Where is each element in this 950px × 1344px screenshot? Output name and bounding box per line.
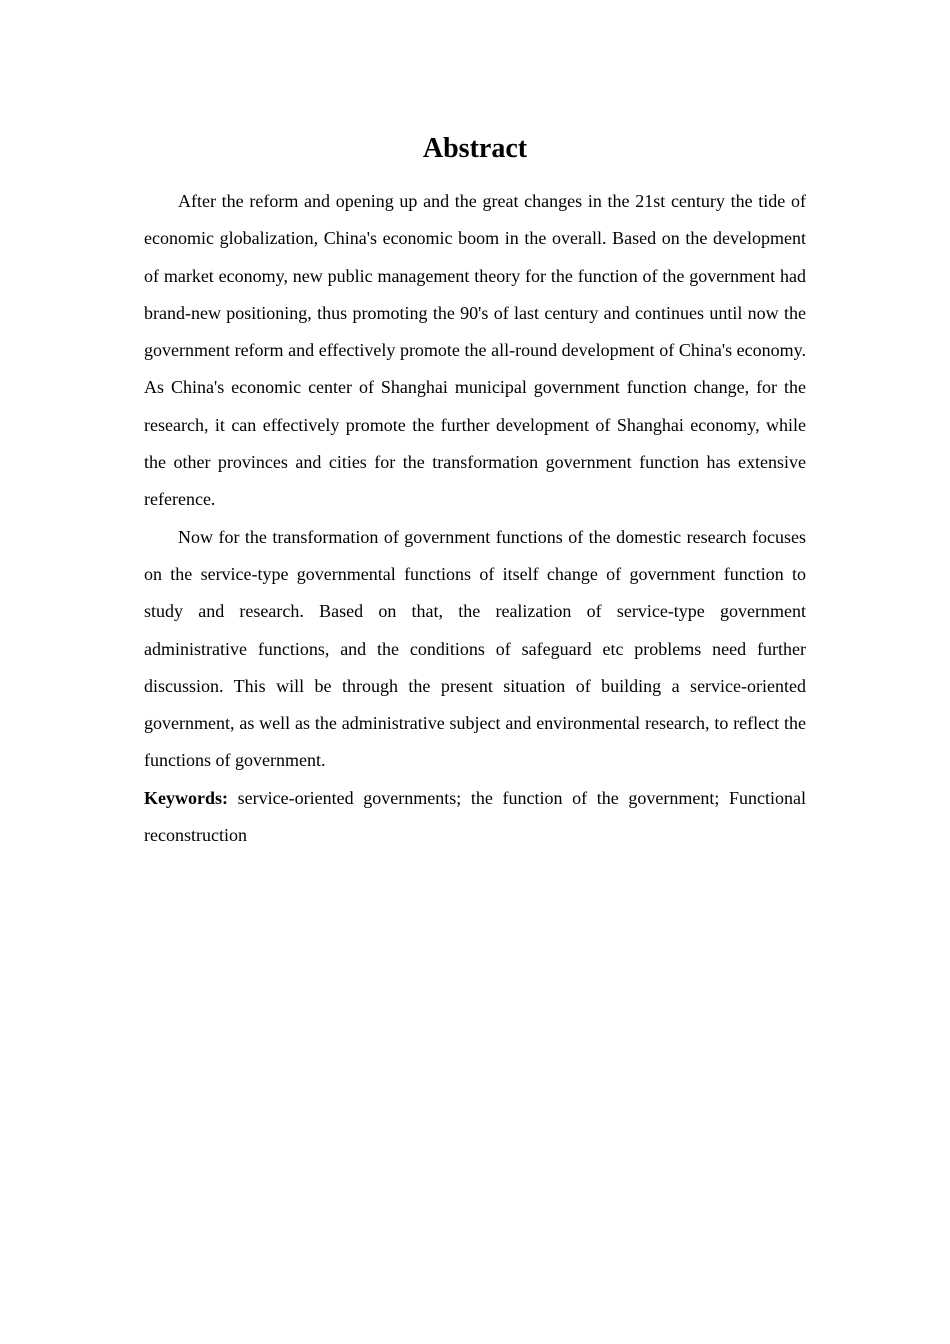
abstract-title: Abstract (422, 133, 528, 164)
keywords-label: Keywords: (144, 787, 228, 808)
keywords-line (144, 780, 806, 855)
keywords-text: service-oriented governments; the function of the government; Functional reconstruction (144, 787, 806, 846)
abstract-paragraph-2: Now for the transformation of government functions of the domestic research focuses on the service-type governmental functions of itself change of government function to study and research. Based on that, the realization of service-type government administrative functions, and the conditions of safeguard etc problems need further discussion. This will be through the present situation of building a service-oriented government, as well as the administrative subject and environmental research, to reflect the functions of government. (144, 526, 806, 771)
abstract-page (144, 128, 806, 854)
abstract-paragraph-1: After the reform and opening up and the great changes in the 21st century the tide of economic globalization, China's economic boom in the overall. Based on the development of market economy, new public management theory for the function of the government had brand-new positioning, thus promoting the 90's of last century and continues until now the government reform and effectively promote the all-round development of China's economy. As China's economic center of Shanghai municipal government function change, for the research, it can effectively promote the further development of Shanghai economy, while the other provinces and cities for the transformation government function has extensive reference. (144, 191, 806, 510)
